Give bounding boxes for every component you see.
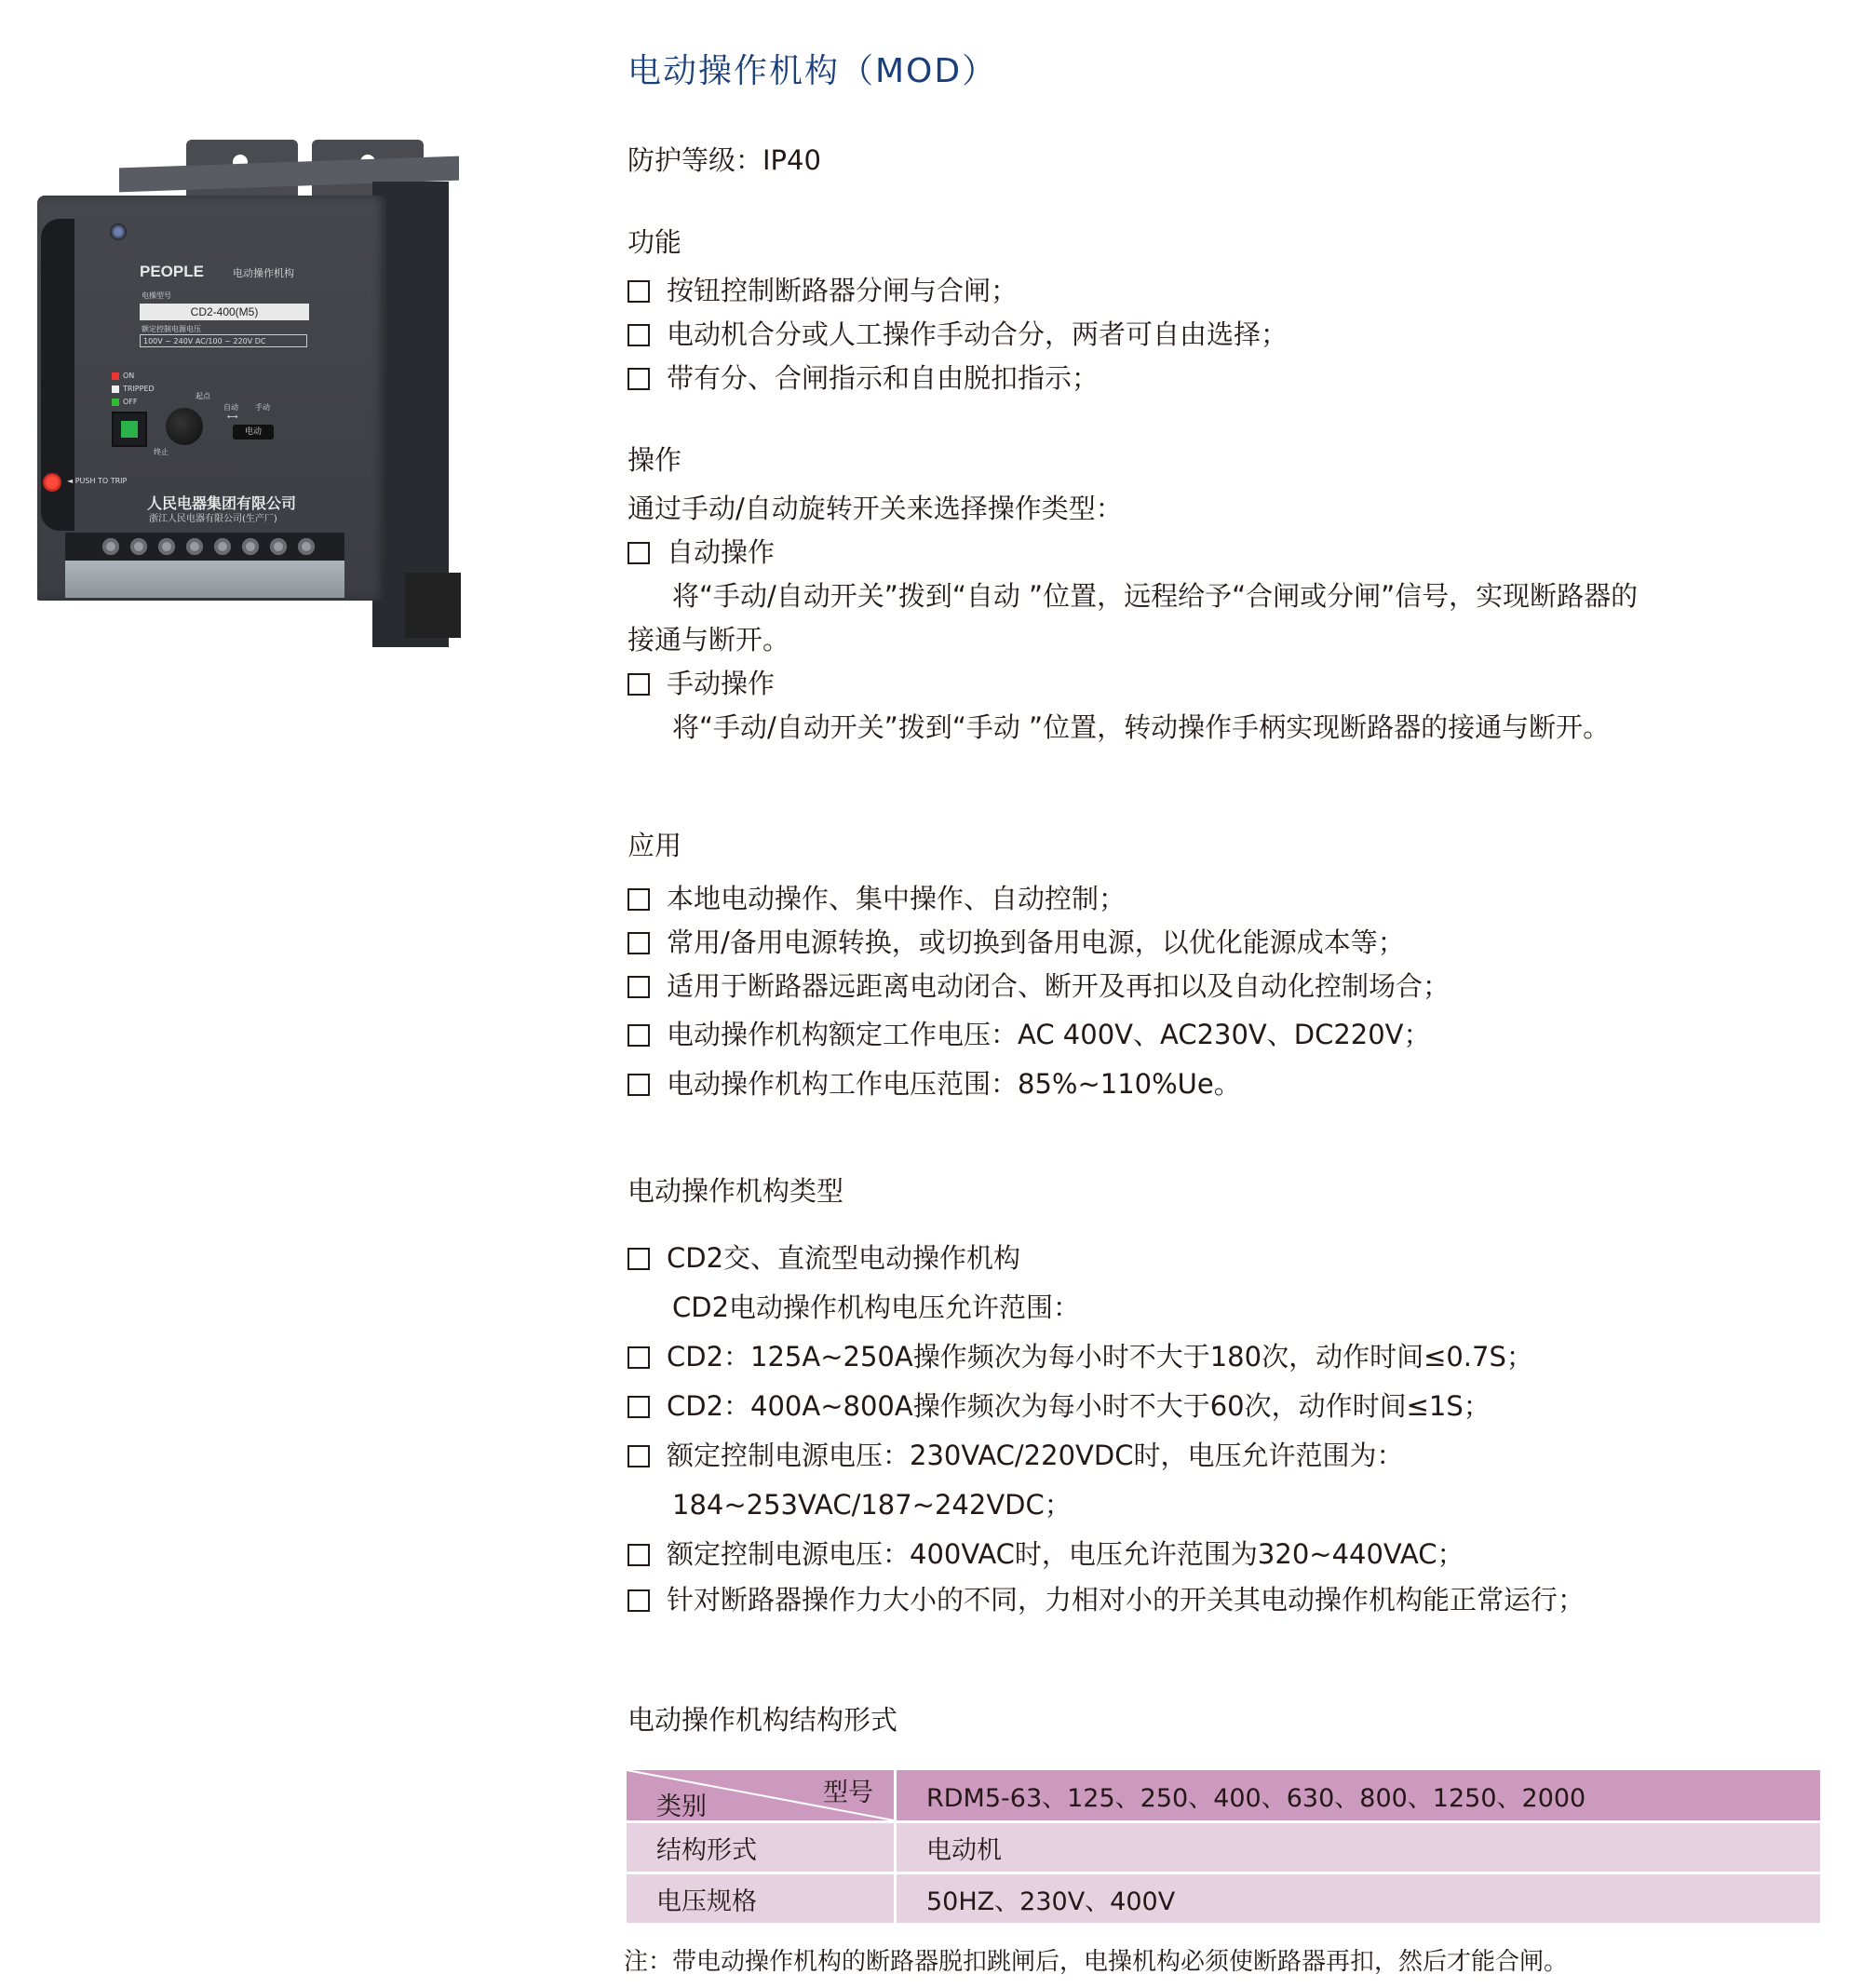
types-heading: 电动操作机构类型 (627, 1175, 844, 1207)
table-row-label: 结构形式 (626, 1822, 896, 1873)
led-tripped-icon (112, 385, 119, 393)
list-item: 手动操作 (627, 665, 775, 702)
table-row-label: 电压规格 (626, 1873, 896, 1925)
table-row-value: 电动机 (896, 1822, 1822, 1873)
list-item: 电动机合分或人工操作手动合分，两者可自由选择； (627, 316, 1288, 353)
checkbox-icon (627, 673, 650, 696)
auto-description-cont: 接通与断开。 (627, 624, 790, 656)
checkbox-icon (627, 1346, 650, 1369)
terminal-screw-icon (130, 538, 147, 555)
list-item: 按钮控制断路器分闸与合闸； (627, 272, 1018, 309)
checkbox-icon (627, 976, 650, 998)
led-tripped-label: TRIPPED (123, 385, 155, 393)
led-on-label: ON (123, 372, 135, 380)
rotary-knob (166, 408, 203, 445)
terminal-screw-icon (102, 538, 119, 555)
list-item: 带有分、合闸指示和自由脱扣指示； (627, 359, 1099, 397)
checkbox-icon (627, 1445, 650, 1467)
list-item: 针对断路器操作力大小的不同，力相对小的开关其电动操作机构能正常运行； (627, 1581, 1585, 1618)
checkbox-icon (627, 932, 650, 954)
checkbox-icon (627, 542, 650, 564)
list-item: 额定控制电源电压：230VAC/220VDC时，电压允许范围为： (627, 1437, 1403, 1474)
product-image (37, 140, 428, 661)
terminal-screw-icon (242, 538, 259, 555)
manual-description: 将“手动/自动开关”拨到“手动 ”位置，转动操作手柄实现断路器的接通与断开。 (672, 711, 1611, 743)
types-sub: CD2电动操作机构电压允许范围： (672, 1292, 1081, 1323)
double-arrow-icon: ⟷ (227, 412, 238, 421)
page-title: 电动操作机构（MOD） (627, 52, 998, 90)
application-heading: 应用 (627, 830, 682, 861)
terminal-block (65, 533, 344, 598)
mode-switch: 电动 (233, 425, 274, 440)
switch-auto-label: 自动 (223, 403, 238, 412)
terminal-screw-icon (186, 538, 203, 555)
protection-rating: 防护等级：IP40 (627, 144, 821, 176)
list-item: 电动操作机构工作电压范围：85%~110%Ue。 (627, 1065, 1241, 1102)
list-item: 适用于断路器远距离电动闭合、断开及再扣以及自动化控制场合； (627, 967, 1450, 1005)
list-item: 电动操作机构额定工作电压：AC 400V、AC230V、DC220V； (627, 1016, 1431, 1053)
list-item: 常用/备用电源转换，或切换到备用电源，以优化能源成本等； (627, 924, 1405, 961)
checkbox-icon (627, 1024, 650, 1047)
knob-start-label: 起点 (196, 392, 210, 400)
led-off-icon (112, 399, 119, 406)
auto-description: 将“手动/自动开关”拨到“自动 ”位置，远程给予“合闸或分闸”信号，实现断路器的 (672, 580, 1639, 612)
device-voltage: 100V ~ 240V AC/100 ~ 220V DC (140, 334, 307, 347)
corner-label-model: 型号 (823, 1778, 873, 1807)
checkbox-icon (627, 1074, 650, 1096)
terminal-screw-icon (298, 538, 315, 555)
list-item: 本地电动操作、集中操作、自动控制； (627, 880, 1126, 917)
table-row (626, 1822, 1822, 1873)
terminal-cover (65, 561, 344, 598)
device-front-panel (37, 196, 386, 601)
structure-heading: 电动操作机构结构形式 (627, 1704, 898, 1736)
list-item: 额定控制电源电压：400VAC时，电压允许范围为320~440VAC； (627, 1535, 1464, 1573)
function-heading: 功能 (627, 226, 682, 258)
knob-stop-label: 终止 (154, 448, 169, 456)
screw-icon (110, 223, 127, 240)
terminal-screw-icon (214, 538, 231, 555)
structure-table (624, 1767, 1823, 1926)
led-off-label: OFF (123, 398, 138, 406)
list-item: 自动操作 (627, 534, 775, 571)
terminal-screw-icon (270, 538, 287, 555)
checkbox-icon (627, 368, 650, 390)
list-item: CD2交、直流型电动操作机构 (627, 1239, 1020, 1277)
device-model: CD2-400(M5) (140, 304, 309, 320)
operation-intro: 通过手动/自动旋转开关来选择操作类型： (627, 493, 1123, 524)
device-company-sub: 浙江人民电器有限公司(生产厂) (149, 514, 277, 524)
list-item: CD2：400A~800A操作频次为每小时不大于60次，动作时间≤1S； (627, 1387, 1491, 1425)
device-brand-cn: 电动操作机构 (233, 267, 294, 279)
device-brand: PEOPLE (140, 263, 204, 280)
checkbox-icon (627, 888, 650, 911)
table-row (626, 1873, 1822, 1925)
list-item: CD2：125A~250A操作频次为每小时不大于180次，动作时间≤0.7S； (627, 1338, 1533, 1375)
table-corner-cell (626, 1769, 896, 1822)
corner-label-category: 类别 (656, 1792, 707, 1821)
push-to-trip-label: ◄ PUSH TO TRIP (67, 477, 128, 485)
checkbox-icon (627, 1544, 650, 1566)
led-on-icon (112, 372, 119, 380)
device-model-caption: 电操型号 (142, 291, 171, 300)
green-button (112, 412, 147, 447)
operation-heading: 操作 (627, 444, 682, 476)
types-sub: 184~253VAC/187~242VDC； (672, 1489, 1072, 1521)
device-voltage-caption: 额定控制电源电压 (142, 325, 201, 333)
device-company: 人民电器集团有限公司 (147, 494, 297, 512)
table-header-value: RDM5-63、125、250、400、630、800、1250、2000 (896, 1769, 1822, 1822)
table-header-row (626, 1769, 1822, 1822)
footnote: 注：带电动操作机构的断路器脱扣跳闸后，电操机构必须使断路器再扣，然后才能合闸。 (624, 1948, 1569, 1976)
trip-button-icon (43, 473, 61, 492)
checkbox-icon (627, 1248, 650, 1270)
table-row-value: 50HZ、230V、400V (896, 1873, 1822, 1925)
checkbox-icon (627, 1589, 650, 1612)
switch-manual-label: 手动 (255, 403, 270, 412)
checkbox-icon (627, 1396, 650, 1418)
checkbox-icon (627, 280, 650, 303)
checkbox-icon (627, 324, 650, 346)
terminal-screw-icon (158, 538, 175, 555)
